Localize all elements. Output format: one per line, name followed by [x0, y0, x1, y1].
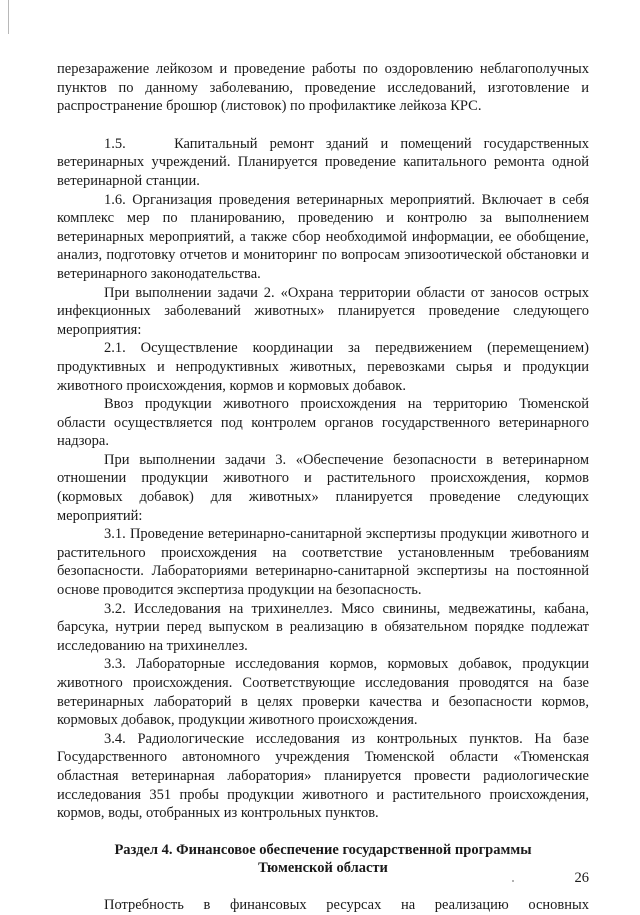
section-heading — [57, 841, 589, 878]
paragraph: перезаражение лейкозом и проведение работы по оздоровлению неблагополучных пунктов по данному заболеванию, проведение исследований, изготовление и распространение брошюр (листовок) по профилактике лейкоза КРС. — [57, 61, 589, 115]
paragraph: 3.4. Радиологические исследования из контрольных пунктов. На базе Государственного автономного учреждения Тюменской области «Тюменская областная ветеринарная лаборатория» планируется провести радиологические исследования 351 пробы продукции животного и растительного происхождения, кормов, воды, отобранных из контрольных пунктов. — [57, 730, 589, 822]
page-number: 26 — [574, 870, 589, 886]
spacer — [57, 116, 589, 135]
scan-speck — [512, 880, 514, 882]
paragraph: 1.6. Организация проведения ветеринарных мероприятий. Включает в себя комплекс мер по планированию, проведению и контролю за выполнением ветеринарных мероприятий, а также сбор необходимой информации, ее обобщение, анализ, подготовку отчетов и мониторинг по вопросам эпизоотической обстановки и ветеринарного законодательства. — [57, 191, 589, 282]
spacer — [57, 878, 589, 896]
paragraph: 3.1. Проведение ветеринарно-санитарной экспертизы продукции животного и растительного происхождения на соответствие установленным требованиям безопасности. Лабораториями ветеринарно-санитарной экспертизы на постоянной основе проводится экспертиза продукции на безопасность. — [57, 526, 589, 599]
paragraph: При выполнении задачи 2. «Охрана территории области от заносов острых инфекционных заболеваний животных» планируется проведение следующего мероприятия: — [57, 284, 589, 338]
scan-edge-line — [8, 0, 9, 34]
paragraph: 2.1. Осуществление координации за передвижением (перемещением) продуктивных и непродуктивных животных, перевозками сырья и продукции животного происхождения, кормов и кормовых добавок. — [57, 340, 589, 394]
section-heading-line: Раздел 4. Финансовое обеспечение государственной программы — [114, 841, 532, 858]
section-heading-line: Тюменской области — [258, 860, 388, 877]
paragraph: 3.3. Лабораторные исследования кормов, кормовых добавок, продукции животного происхождения. Соответствующие исследования проводятся на базе ветеринарных лабораторий в целях проверки качества и безопасности кормов, кормовых добавок, продукции животного происхождения. — [57, 656, 589, 729]
spacer — [57, 823, 589, 841]
paragraph: Потребность в финансовых ресурсах на реализацию основных — [104, 896, 589, 913]
document-body — [57, 60, 589, 915]
paragraph: При выполнении задачи 3. «Обеспечение безопасности в ветеринарном отношении продукции животного и растительного происхождения, кормов (кормовых добавок) для животных» планируется проведение следующих мероприятий: — [57, 451, 589, 524]
paragraph: Ввоз продукции животного происхождения на территорию Тюменской области осуществляется под контролем органов государственного ветеринарного надзора. — [57, 396, 589, 450]
paragraph: 3.2. Исследования на трихинеллез. Мясо свинины, медвежатины, кабана, барсука, нутрии перед выпуском в реализацию в обязательном порядке подлежат исследованию на трихинеллез. — [57, 600, 589, 654]
paragraph: 1.5. Капитальный ремонт зданий и помещений государственных ветеринарных учреждений. Планируется проведение капитального ремонта одной ветеринарной станции. — [57, 135, 589, 189]
